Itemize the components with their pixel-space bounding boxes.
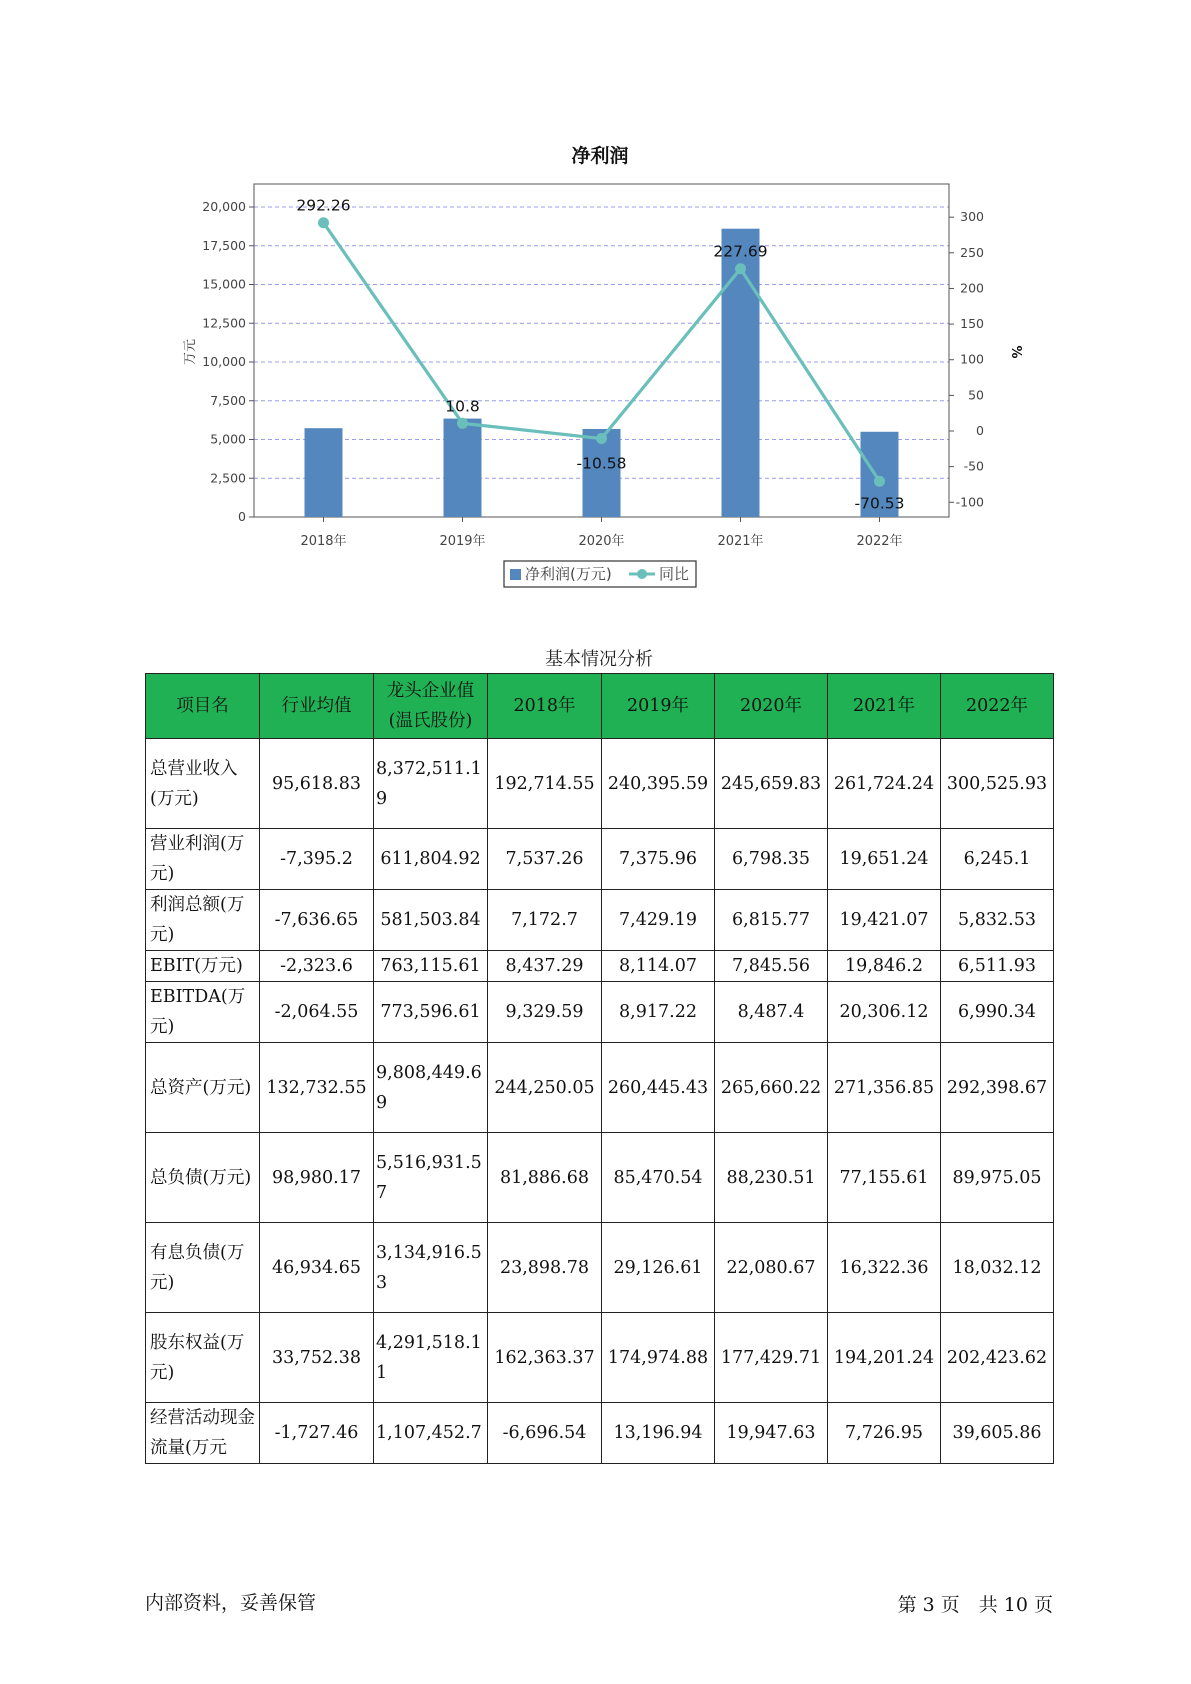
table-cell: 33,752.38 <box>260 1313 374 1403</box>
table-cell: 6,511.93 <box>941 951 1054 982</box>
table-cell: 271,356.85 <box>828 1043 941 1133</box>
table-cell: 265,660.22 <box>715 1043 828 1133</box>
left-tick-label: 0 <box>238 509 246 524</box>
right-tick-label: 0 <box>976 423 984 438</box>
net-profit-chart <box>0 0 1191 600</box>
x-tick-label: 2022年 <box>856 534 903 549</box>
table-cell: 29,126.61 <box>602 1223 715 1313</box>
yoy-point <box>318 217 329 228</box>
table-cell: 5,516,931.57 <box>374 1133 488 1223</box>
table-cell: 300,525.93 <box>941 739 1054 829</box>
legend-net-profit: 净利润(万元) <box>525 565 612 583</box>
table-cell: 13,196.94 <box>602 1403 715 1464</box>
table-cell: 177,429.71 <box>715 1313 828 1403</box>
right-tick-label: 250 <box>960 244 984 260</box>
table-cell: 46,934.65 <box>260 1223 374 1313</box>
table-cell: 202,423.62 <box>941 1313 1054 1403</box>
table-cell: -2,064.55 <box>260 982 374 1043</box>
yoy-data-label: 227.69 <box>713 242 768 261</box>
table-cell: 6,245.1 <box>941 829 1054 890</box>
x-axis <box>300 517 902 549</box>
right-tick-label: 100 <box>960 351 984 367</box>
table-cell: 244,250.05 <box>488 1043 602 1133</box>
row-label-cell: 有息负债(万元) <box>146 1223 260 1313</box>
table-cell: 174,974.88 <box>602 1313 715 1403</box>
x-tick-label: 2020年 <box>578 534 625 549</box>
table-cell: 19,651.24 <box>828 829 941 890</box>
legend-line-marker <box>637 569 647 579</box>
left-tick-label: 17,500 <box>202 237 246 253</box>
footer-page-number: 第 3 页 共 10 页 <box>897 1594 1053 1616</box>
table-row <box>146 1133 1054 1223</box>
table-cell: 240,395.59 <box>602 739 715 829</box>
header-cell: 2022年 <box>941 674 1054 739</box>
table-cell: 4,291,518.11 <box>374 1313 488 1403</box>
table-cell: 88,230.51 <box>715 1133 828 1223</box>
chart-legend <box>504 561 696 587</box>
row-label-cell: 总资产(万元) <box>146 1043 260 1133</box>
left-axis-label: 万元 <box>183 338 198 366</box>
x-tick-label: 2019年 <box>439 534 486 549</box>
table-cell: 763,115.61 <box>374 951 488 982</box>
table-cell: 773,596.61 <box>374 982 488 1043</box>
left-tick-label: 2,500 <box>210 470 246 486</box>
yoy-point <box>596 433 607 444</box>
row-label-cell: 利润总额(万元) <box>146 890 260 951</box>
row-label-cell: EBIT(万元) <box>146 951 260 982</box>
table-row <box>146 1403 1054 1464</box>
table-cell: 85,470.54 <box>602 1133 715 1223</box>
basic-analysis-table <box>145 673 1054 1464</box>
left-tick-label: 5,000 <box>210 431 246 447</box>
table-cell: 292,398.67 <box>941 1043 1054 1133</box>
left-tick-label: 20,000 <box>202 199 246 214</box>
table-header-row <box>146 674 1054 739</box>
table-cell: 39,605.86 <box>941 1403 1054 1464</box>
row-label-cell: 经营活动现金流量(万元 <box>146 1403 260 1464</box>
table-cell: 581,503.84 <box>374 890 488 951</box>
left-y-axis <box>202 184 254 524</box>
table-row <box>146 1223 1054 1313</box>
net-profit-bar <box>444 419 482 517</box>
table-cell: 18,032.12 <box>941 1223 1054 1313</box>
x-tick-label: 2021年 <box>717 534 764 549</box>
table-cell: 6,815.77 <box>715 890 828 951</box>
table-cell: 98,980.17 <box>260 1133 374 1223</box>
table-cell: 261,724.24 <box>828 739 941 829</box>
header-cell: 2018年 <box>488 674 602 739</box>
header-cell: 2019年 <box>602 674 715 739</box>
right-y-axis <box>949 184 984 517</box>
table-cell: 19,846.2 <box>828 951 941 982</box>
table-caption: 基本情况分析 <box>545 649 653 670</box>
table-row <box>146 1313 1054 1403</box>
table-cell: 245,659.83 <box>715 739 828 829</box>
table-cell: 1,107,452.7 <box>374 1403 488 1464</box>
table-cell: -1,727.46 <box>260 1403 374 1464</box>
table-cell: 8,372,511.19 <box>374 739 488 829</box>
table-cell: 8,114.07 <box>602 951 715 982</box>
row-label-cell: EBITDA(万元) <box>146 982 260 1043</box>
yoy-point <box>874 476 885 487</box>
table-row <box>146 890 1054 951</box>
table-cell: 19,947.63 <box>715 1403 828 1464</box>
x-tick-label: 2018年 <box>300 534 347 549</box>
yoy-data-label: 292.26 <box>296 196 351 215</box>
table-cell: 16,322.36 <box>828 1223 941 1313</box>
table-row <box>146 1043 1054 1133</box>
yoy-data-label: -70.53 <box>854 494 905 513</box>
table-cell: 3,134,916.53 <box>374 1223 488 1313</box>
left-tick-label: 10,000 <box>202 354 246 369</box>
left-tick-label: 12,500 <box>202 315 246 331</box>
row-label-cell: 股东权益(万元) <box>146 1313 260 1403</box>
header-cell: 项目名 <box>146 674 260 739</box>
header-cell: 龙头企业值(温氏股份) <box>374 674 488 739</box>
table-cell: -7,636.65 <box>260 890 374 951</box>
table-cell: 9,808,449.69 <box>374 1043 488 1133</box>
table-cell: 260,445.43 <box>602 1043 715 1133</box>
row-label-cell: 总营业收入(万元) <box>146 739 260 829</box>
table-cell: 81,886.68 <box>488 1133 602 1223</box>
legend-yoy: 同比 <box>659 565 690 583</box>
left-tick-label: 15,000 <box>202 276 246 292</box>
table-cell: 8,487.4 <box>715 982 828 1043</box>
yoy-data-label: -10.58 <box>576 454 627 473</box>
header-cell: 行业均值 <box>260 674 374 739</box>
yoy-point <box>735 263 746 274</box>
table-cell: 89,975.05 <box>941 1133 1054 1223</box>
table-cell: 162,363.37 <box>488 1313 602 1403</box>
right-tick-label: -50 <box>963 458 984 474</box>
table-cell: 6,798.35 <box>715 829 828 890</box>
right-tick-label: 300 <box>960 209 984 225</box>
table-cell: 7,172.7 <box>488 890 602 951</box>
right-tick-label: -100 <box>955 494 984 510</box>
table-cell: 22,080.67 <box>715 1223 828 1313</box>
table-cell: 77,155.61 <box>828 1133 941 1223</box>
net-profit-bar <box>305 428 343 517</box>
table-cell: 7,726.95 <box>828 1403 941 1464</box>
yoy-data-label: 10.8 <box>445 397 480 416</box>
table-cell: 7,537.26 <box>488 829 602 890</box>
chart-title: 净利润 <box>571 145 629 167</box>
table-cell: 20,306.12 <box>828 982 941 1043</box>
header-cell: 2020年 <box>715 674 828 739</box>
table-cell: 8,437.29 <box>488 951 602 982</box>
table-cell: 192,714.55 <box>488 739 602 829</box>
table-cell: 19,421.07 <box>828 890 941 951</box>
table-row <box>146 829 1054 890</box>
table-cell: 7,375.96 <box>602 829 715 890</box>
table-cell: 7,429.19 <box>602 890 715 951</box>
table-cell: 611,804.92 <box>374 829 488 890</box>
table-cell: -7,395.2 <box>260 829 374 890</box>
row-label-cell: 总负债(万元) <box>146 1133 260 1223</box>
table-row <box>146 982 1054 1043</box>
table-cell: 194,201.24 <box>828 1313 941 1403</box>
right-axis-label: % <box>1008 345 1023 359</box>
table-cell: 23,898.78 <box>488 1223 602 1313</box>
footer-confidential-note: 内部资料，妥善保管 <box>145 1592 317 1614</box>
table-cell: 7,845.56 <box>715 951 828 982</box>
table-cell: 9,329.59 <box>488 982 602 1043</box>
table-row <box>146 951 1054 982</box>
header-cell: 2021年 <box>828 674 941 739</box>
table-cell: 5,832.53 <box>941 890 1054 951</box>
right-tick-label: 150 <box>960 316 984 332</box>
table-cell: -6,696.54 <box>488 1403 602 1464</box>
left-tick-label: 7,500 <box>210 392 246 408</box>
right-tick-label: 200 <box>960 280 984 296</box>
legend-bar-swatch <box>510 569 521 580</box>
row-label-cell: 营业利润(万元) <box>146 829 260 890</box>
table-cell: -2,323.6 <box>260 951 374 982</box>
table-cell: 95,618.83 <box>260 739 374 829</box>
table-row <box>146 739 1054 829</box>
table-cell: 8,917.22 <box>602 982 715 1043</box>
right-tick-label: 50 <box>968 387 984 403</box>
yoy-point <box>457 418 468 429</box>
table-cell: 132,732.55 <box>260 1043 374 1133</box>
table-cell: 6,990.34 <box>941 982 1054 1043</box>
